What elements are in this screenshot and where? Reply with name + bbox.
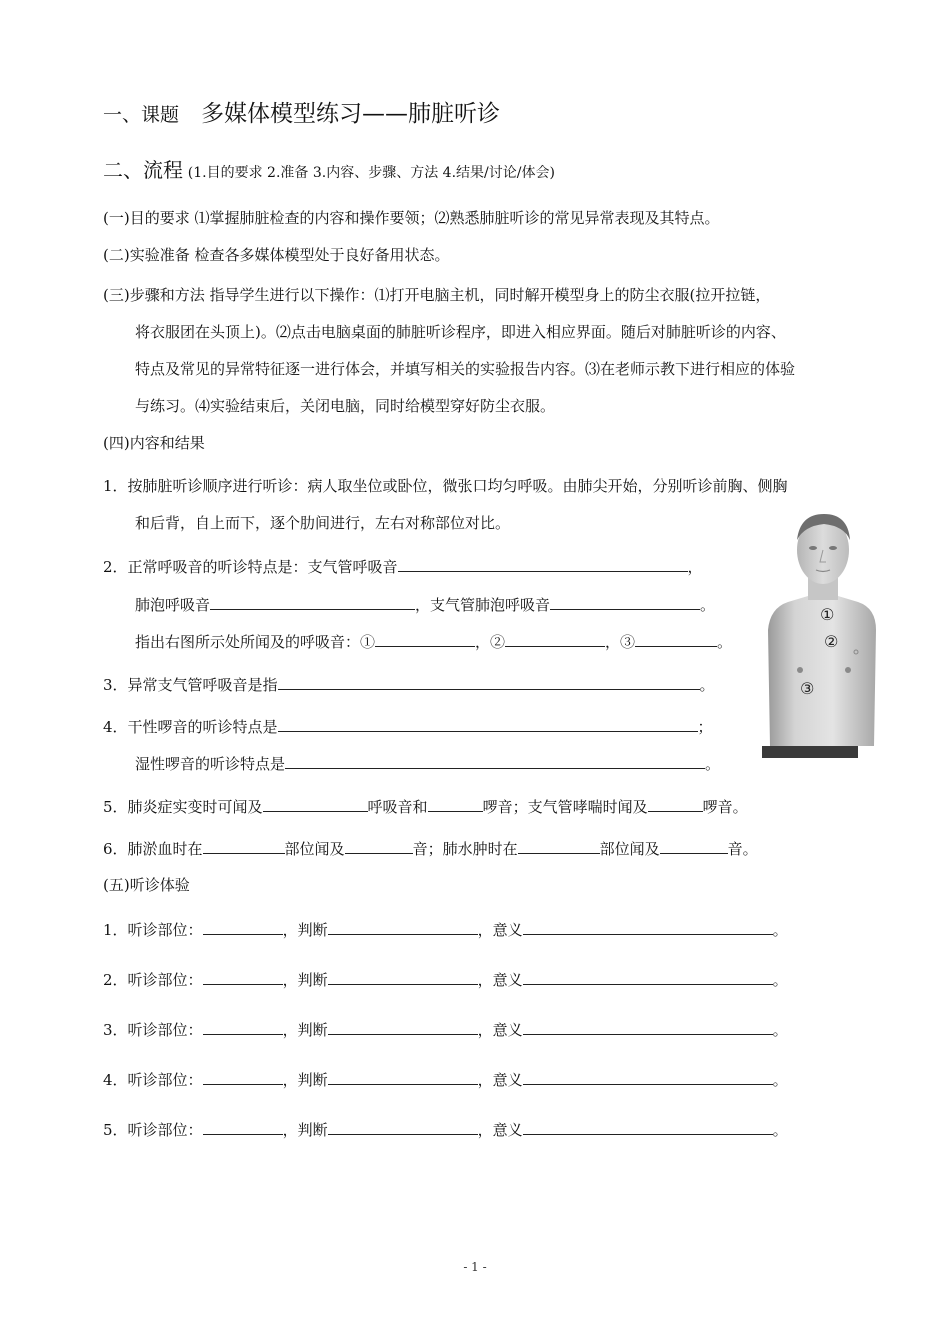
question-2-line1 [103, 555, 703, 577]
title-line [103, 101, 501, 127]
section-content-heading: (四)内容和结果 [103, 434, 205, 452]
answer-blank-site[interactable] [203, 1068, 283, 1085]
answer-blank-edema-site[interactable] [518, 837, 600, 854]
practice-row [103, 1118, 788, 1140]
question-3 [103, 673, 715, 695]
answer-blank-consolidation-rale[interactable] [428, 795, 483, 812]
answer-blank-dry-rales[interactable] [278, 715, 698, 732]
row-number: 4． [103, 1071, 128, 1089]
question-4-line1 [103, 715, 713, 737]
flow-prefix: 二、流程 [103, 158, 183, 182]
label-judge: ，判断 [282, 1121, 328, 1139]
question-4-text: 4．干性啰音的听诊特点是 [103, 718, 278, 736]
flow-items: (1.目的要求 2.准备 3.内容、步骤、方法 4.结果/讨论/体会) [187, 165, 555, 181]
section-steps-line1: (三)步骤和方法 指导学生进行以下操作：⑴打开电脑主机，同时解开模型身上的防尘衣服(拉开拉链， [103, 286, 771, 304]
section-steps-line3: 特点及常见的异常特征逐一进行体会，并填写相关的实验报告内容。⑶在老师示教下进行相应的体验 [135, 360, 796, 378]
question-2-line3 [135, 630, 732, 652]
answer-blank-meaning[interactable] [523, 1118, 773, 1135]
punct: ； [697, 718, 713, 736]
section-steps-line4: 与练习。⑷实验结束后，关闭电脑，同时给模型穿好防尘衣服。 [135, 397, 556, 415]
label-site: 听诊部位： [127, 1021, 203, 1039]
label-heard: 部位闻及 [284, 840, 345, 858]
punct: 。 [705, 755, 721, 773]
page-title: 多媒体模型练习——肺脏听诊 [201, 101, 501, 127]
punct: 。 [772, 1121, 788, 1139]
label-edema: 音；肺水肿时在 [412, 840, 518, 858]
question-6-text: 6．肺淤血时在 [103, 840, 203, 858]
question-1-line2: 和后背，自上而下，逐个肋间进行，左右对称部位对比。 [135, 514, 511, 532]
label-bronchovesicular: ，支气管肺泡呼吸音 [415, 596, 551, 614]
label-site: 听诊部位： [127, 971, 203, 989]
answer-blank-judge[interactable] [328, 918, 478, 935]
answer-blank-point-2[interactable] [505, 630, 605, 647]
title-prefix: 一、课题 [103, 104, 180, 126]
answer-blank-judge[interactable] [328, 1018, 478, 1035]
label-meaning: ，意义 [477, 921, 523, 939]
answer-blank-site[interactable] [203, 968, 283, 985]
row-number: 1． [103, 921, 128, 939]
label-site: 听诊部位： [127, 1071, 203, 1089]
answer-blank-abnormal-bronchial[interactable] [278, 673, 700, 690]
answer-blank-bronchial[interactable] [398, 555, 688, 572]
label-meaning: ，意义 [477, 1071, 523, 1089]
mannequin-figure [758, 510, 886, 760]
question-2-line2 [135, 593, 715, 615]
label-meaning: ，意义 [477, 971, 523, 989]
answer-blank-judge[interactable] [328, 1118, 478, 1135]
answer-blank-edema-sound[interactable] [660, 837, 728, 854]
section-steps-line2: 将衣服团在头顶上)。⑵点击电脑桌面的肺脏听诊程序，即进入相应界面。随后对肺脏听诊的内容、 [135, 323, 786, 341]
label-judge: ，判断 [282, 1021, 328, 1039]
flow-line [103, 160, 555, 183]
label-and: 呼吸音和 [367, 798, 428, 816]
punct: 。 [772, 1021, 788, 1039]
answer-blank-site[interactable] [203, 1118, 283, 1135]
punct: 。 [700, 596, 716, 614]
label-figure-points: 指出右图所示处所闻及的呼吸音：① [135, 633, 376, 651]
answer-blank-site[interactable] [203, 918, 283, 935]
section-purpose: (一)目的要求 ⑴掌握肺脏检查的内容和操作要领；⑵熟悉肺脏听诊的常见异常表现及其特点。 [103, 209, 720, 227]
label-meaning: ，意义 [477, 1121, 523, 1139]
label-moist-rales: 湿性啰音的听诊特点是 [135, 755, 286, 773]
page-number: - 1 - [463, 1260, 487, 1274]
row-number: 2． [103, 971, 128, 989]
answer-blank-consolidation-breath[interactable] [263, 795, 368, 812]
punct: 。 [717, 633, 733, 651]
answer-blank-judge[interactable] [328, 968, 478, 985]
marker-3: ③ [800, 679, 815, 698]
question-2-text: 2．正常呼吸音的听诊特点是：支气管呼吸音 [103, 558, 398, 576]
question-6 [103, 837, 758, 859]
question-5-text: 5．肺炎症实变时可闻及 [103, 798, 263, 816]
punct: 。 [772, 971, 788, 989]
answer-blank-moist-rales[interactable] [285, 752, 705, 769]
answer-blank-site[interactable] [203, 1018, 283, 1035]
question-3-text: 3．异常支气管呼吸音是指 [103, 676, 278, 694]
marker-1: ① [820, 605, 835, 624]
answer-blank-meaning[interactable] [523, 1018, 773, 1035]
answer-blank-point-1[interactable] [375, 630, 475, 647]
label-heard: 部位闻及 [599, 840, 660, 858]
answer-blank-meaning[interactable] [523, 1068, 773, 1085]
answer-blank-congestion-sound[interactable] [345, 837, 413, 854]
punct: 。 [772, 1071, 788, 1089]
answer-blank-meaning[interactable] [523, 968, 773, 985]
label-sound-end: 音。 [727, 840, 758, 858]
marker-2: ② [824, 632, 839, 651]
punct: ， [687, 558, 703, 576]
label-vesicular: 肺泡呼吸音 [135, 596, 211, 614]
practice-row [103, 918, 788, 940]
answer-blank-point-3[interactable] [635, 630, 717, 647]
section-preparation: (二)实验准备 检查各多媒体模型处于良好备用状态。 [103, 246, 450, 264]
label-judge: ，判断 [282, 1071, 328, 1089]
label-point-2: ，② [475, 633, 506, 651]
label-asthma: 啰音；支气管哮喘时闻及 [482, 798, 648, 816]
mannequin-illustration [758, 510, 886, 760]
label-judge: ，判断 [282, 921, 328, 939]
answer-blank-asthma-rale[interactable] [648, 795, 703, 812]
label-point-3: ，③ [605, 633, 636, 651]
question-4-line2 [135, 752, 720, 774]
question-1-line1: 1．按肺脏听诊顺序进行听诊：病人取坐位或卧位，微张口均匀呼吸。由肺尖开始，分别听诊前胸、侧胸 [103, 477, 788, 495]
answer-blank-vesicular[interactable] [210, 593, 415, 610]
answer-blank-judge[interactable] [328, 1068, 478, 1085]
practice-row [103, 968, 788, 990]
punct: 。 [699, 676, 715, 694]
label-site: 听诊部位： [127, 921, 203, 939]
practice-row [103, 1068, 788, 1090]
question-5 [103, 795, 748, 817]
label-site: 听诊部位： [127, 1121, 203, 1139]
punct: 。 [772, 921, 788, 939]
label-meaning: ，意义 [477, 1021, 523, 1039]
section-practice-heading: (五)听诊体验 [103, 876, 190, 894]
practice-row [103, 1018, 788, 1040]
row-number: 3． [103, 1021, 128, 1039]
answer-blank-congestion-site[interactable] [203, 837, 285, 854]
label-judge: ，判断 [282, 971, 328, 989]
label-rale-end: 啰音。 [702, 798, 748, 816]
answer-blank-bronchovesicular[interactable] [550, 593, 700, 610]
answer-blank-meaning[interactable] [523, 918, 773, 935]
row-number: 5． [103, 1121, 128, 1139]
